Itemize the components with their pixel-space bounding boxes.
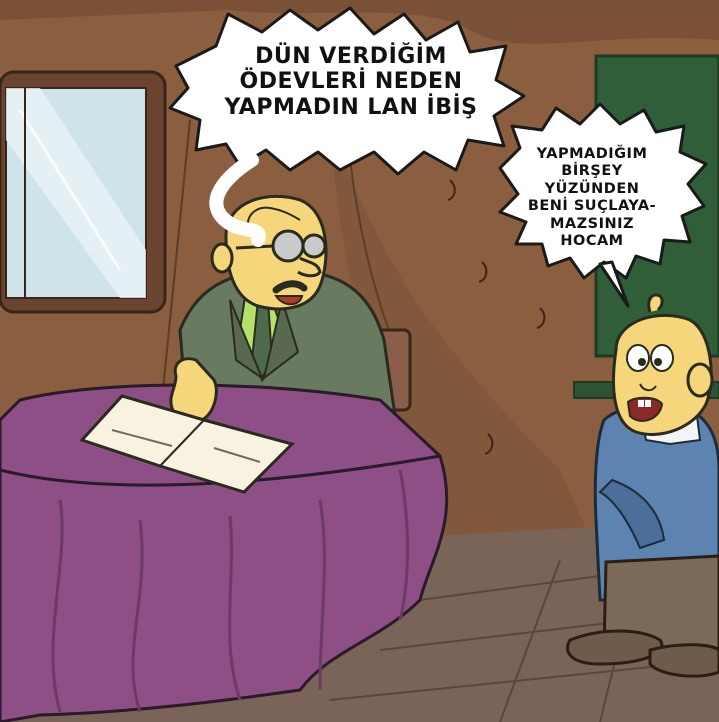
teacher-speech-text (196, 44, 506, 120)
student-speech-text (512, 146, 672, 250)
student-speech-line: HOCAM (560, 232, 624, 249)
student-tooth (638, 400, 644, 407)
teacher-glasses-arm (236, 246, 273, 248)
student-shoe (650, 645, 719, 676)
teacher-glasses-lens (273, 231, 303, 261)
student-pupil (654, 358, 662, 366)
student-speech-line: YÜZÜNDEN (544, 180, 640, 197)
student-ear (688, 364, 712, 396)
student-eye (627, 345, 649, 371)
student-pupil (638, 358, 646, 366)
teacher-speech-line: DÜN VERDİĞİM (255, 44, 447, 69)
student-hair-curl (649, 295, 662, 312)
student-shoe (568, 631, 662, 664)
teacher-ear (212, 244, 232, 272)
student-speech-line: BİRŞEY (561, 163, 623, 180)
student-speech-line: YAPMADIĞIM (536, 146, 648, 162)
teacher-speech-line: ÖDEVLERİ NEDEN (239, 69, 463, 95)
teacher-speech-line: YAPMADIN LAN İBİŞ (224, 94, 478, 120)
student-speech-line: MAZSINIZ (549, 215, 635, 232)
student-tooth (645, 400, 651, 407)
student-speech-line: BENİ SUÇLAYA- (527, 198, 657, 215)
teacher-glasses-lens (303, 235, 325, 257)
student-eye (651, 345, 673, 371)
